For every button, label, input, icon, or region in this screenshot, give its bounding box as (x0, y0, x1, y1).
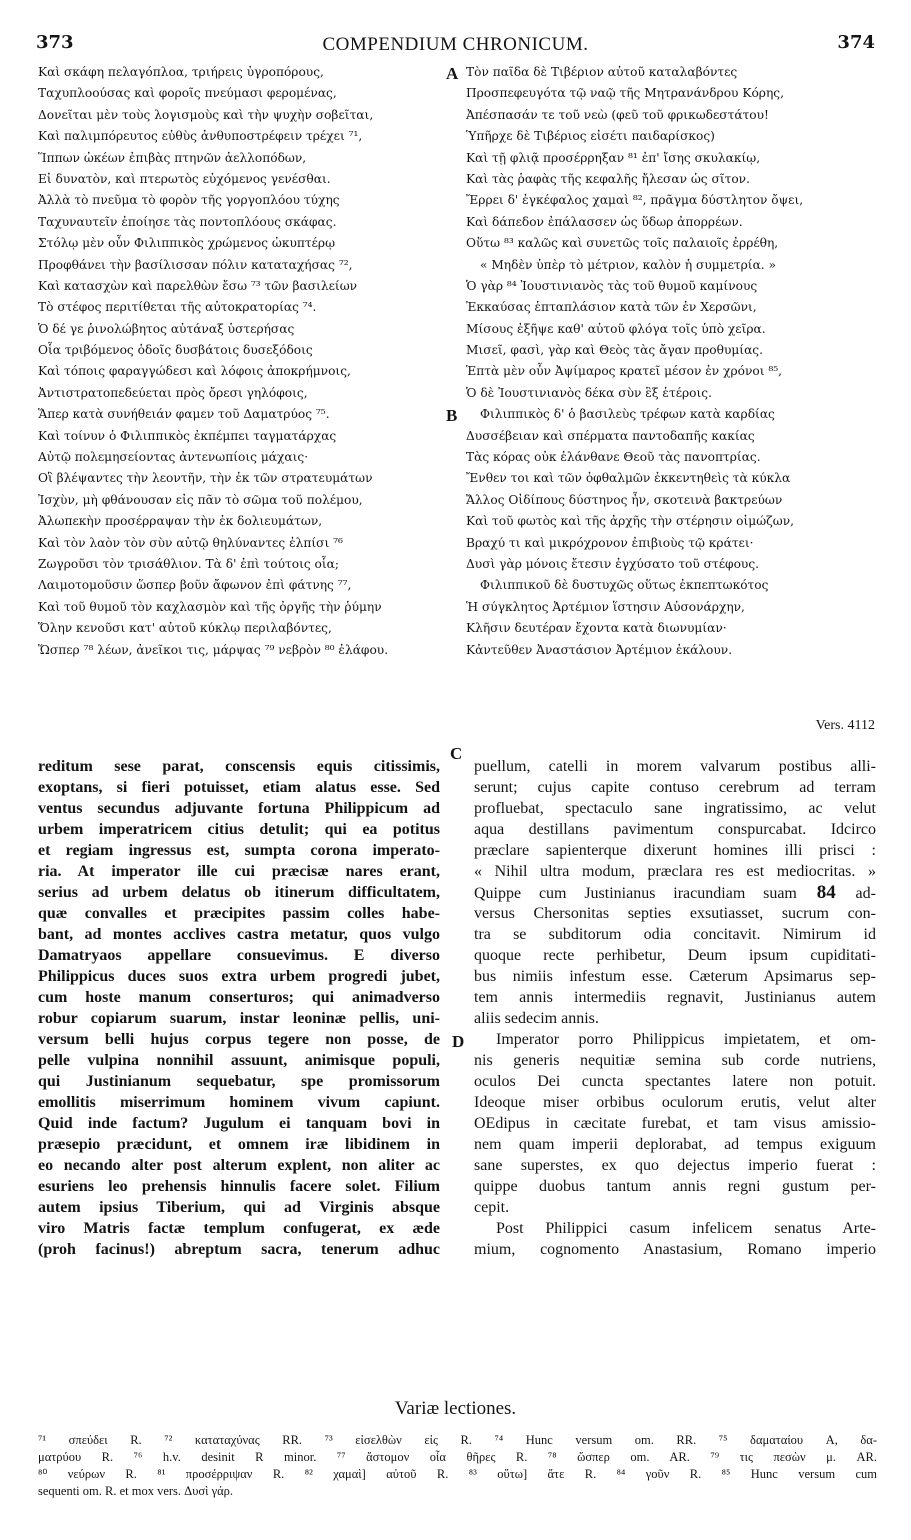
verse-line: Καὶ τοῦ θυμοῦ τὸν καχλασμὸν καὶ τῆς ὀργῆς τὴν ῥύμην (38, 599, 382, 614)
prose-line: quippe duobus tantum annis regni gustum per- (474, 1178, 876, 1195)
verse-line: Ταχυπλοούσας καὶ φοροῖς πνεύμασι φερομένας, (38, 86, 337, 101)
prose-line: esuriens leo prehensis hinnulis facere solet. Filium (38, 1178, 440, 1195)
verse-line: Λαιμοτομοῦσιν ὥσπερ βοῦν ἄφωνον ἐπὶ φάτνης ⁷⁷, (38, 578, 352, 593)
verse-line: Ἔνθεν τοι καὶ τῶν ὀφθαλμῶν ἐκκεντηθεὶς τὰ κύκλα (466, 471, 791, 486)
prose-line: præclare sapienterque dixerunt homines illi prisci : (474, 842, 876, 859)
verse-line: Βραχύ τι καὶ μικρόχρονον ἐπιβιοὺς τῷ κράτει· (466, 535, 754, 550)
prose-line: emollitis miserrimum hominem vivum capiunt. (38, 1094, 440, 1111)
verse-line: Ἑπτὰ μὲν οὖν Ἀψίμαρος κρατεῖ μέσον ἐν χρόνοι ⁸⁵, (466, 364, 783, 379)
prose-line: nem quam imperii deplorabat, ad tempus exiguum (474, 1136, 876, 1153)
prose-line: Ideoque miser orbibus oculorum erutis, velut alter (474, 1094, 876, 1111)
prose-line: quæ convalles et præcipites passim colles habe- (38, 905, 440, 922)
prose-line: Post Philippici casum infelicem senatus Arte- (496, 1220, 876, 1237)
verse-line: Ὁ γὰρ ⁸⁴ Ἰουστινιανὸς τὰς τοῦ θυμοῦ καμίνους (466, 278, 758, 293)
prose-line: OEdipus in cæcitate furebat, et tam visus amissio- (474, 1115, 876, 1132)
page-number-right: 374 (837, 32, 875, 53)
prose-line: Quippe cum Justinianus iracundiam suam 84 ad- (474, 882, 876, 903)
verse-line: Αὐτῷ πολεμησείοντας ἀντενωπίοις μάχαις· (38, 450, 309, 465)
verse-line: Ὑπῆρχε δὲ Τιβέριος εἰσέτι παιδαρίσκος) (466, 129, 715, 144)
verse-line: Τὸ στέφος περιτίθεται τῆς αὐτοκρατορίας ⁷⁴. (38, 300, 317, 315)
prose-line: reditum sese parat, conscensis equis citissimis, (38, 758, 440, 775)
verse-line: Καὶ τὰς ῥαφὰς τῆς κεφαλῆς ἤλεσαν ὡς σῖτον. (466, 171, 750, 186)
greek-verse-column-left (38, 62, 438, 661)
prose-line: versus Chersonitas septies exsutiasset, sucrum con- (474, 905, 876, 922)
verse-line: Ὅλην κενοῦσι κατ' αὐτοῦ κύκλῳ περιλαβόντες, (38, 621, 332, 636)
verse-line: Ζωγροῦσι τὸν τρισάθλιον. Τὰ δ' ἐπὶ τούτοις οἷα; (38, 556, 340, 571)
verse-line: Προφθάνει τὴν βασίλισσαν πόλιν καταταχήσας ⁷², (38, 257, 353, 272)
prose-line: Philippicus duces suos extra urbem progredi jubet, (38, 968, 440, 985)
verse-line: Ἰσχὺν, μὴ φθάνουσαν εἰς πᾶν τὸ σῶμα τοῦ πολέμου, (38, 492, 363, 507)
verse-line: Μισεῖ, φασὶ, γὰρ καὶ Θεὸς τὰς ἄγαν προθυμίας. (466, 343, 764, 358)
verse-line: Καὶ σκάφη πελαγόπλοα, τριήρεις ὑγροπόρους, (38, 65, 324, 79)
prose-line: ventus secundus adjuvante fortuna Philippicum ad (38, 800, 440, 817)
column-number-badge: 84 (816, 882, 836, 903)
verse-line: Ἅπερ κατὰ συνήθειάν φαμεν τοῦ Δαματρύος ⁷⁵. (38, 407, 330, 422)
variant-note-line: ματρύου R. ⁷⁶ h.v. desinit R minor. ⁷⁷ ἄστομον οἷα θῆρες R. ⁷⁸ ὥσπερ om. AR. ⁷⁹ τις πεσὼν μ. AR. (38, 1450, 877, 1464)
prose-line: eo necando alter post alterum explent, non aliter ac (38, 1157, 440, 1174)
verse-line: Φιλιππικοῦ δὲ δυστυχῶς οὕτως ἐκπεπτωκότος (480, 578, 769, 593)
verse-line: Καὶ παλιμπόρευτος εὐθὺς ἀνθυποστρέφειν τρέχει ⁷¹, (38, 129, 363, 144)
variant-note-line: ⁸⁰ νεύρων R. ⁸¹ προσέρριψαν R. ⁸² χαμαὶ] αὐτοῦ R. ⁸³ οὕτω] ἄτε R. ⁸⁴ γοῦν R. ⁸⁵ Hunc versum cum (38, 1467, 877, 1481)
prose-line: et regiam ingressus est, sumpta corona imperato- (38, 842, 440, 859)
prose-line: Damatryaos appellare consuevimus. E diverso (38, 947, 440, 964)
margin-letter-c: C (450, 744, 463, 763)
verse-line: Οἳ βλέψαντες τὴν λεοντῆν, τὴν ἐκ τῶν στρατευμάτων (38, 471, 373, 486)
verse-line: Δυσσέβειαν καὶ σπέρματα παντοδαπῆς κακίας (466, 428, 755, 443)
prose-line: viro Matris factæ templum confugerat, ex æde (38, 1220, 440, 1237)
verse-line: Ὁ δέ γε ῥινολώβητος αὐτάναξ ὑστερήσας (38, 321, 295, 336)
margin-letter-a: A (446, 64, 459, 83)
variant-note-line: ⁷¹ σπεύδει R. ⁷² καταταχύνας RR. ⁷³ εἰσελθὼν εἰς R. ⁷⁴ Hunc versum om. RR. ⁷⁵ δαματαίου A, δα- (38, 1433, 877, 1447)
latin-translation-column-right (474, 756, 876, 1260)
verse-line: Ἀλωπεκὴν προσέρραψαν τὴν ἐκ δολιευμάτων, (38, 514, 323, 529)
verse-line: Οὕτω ⁸³ καλῶς καὶ συνετῶς τοῖς παλαιοῖς ἐρρέθη, (466, 236, 779, 251)
verse-line: Καὶ τῇ φλιᾷ προσέρρηξαν ⁸¹ ἐπ' ἴσης σκυλακίῳ, (466, 150, 761, 165)
verse-line: Ἀντιστρατοπεδεύεται πρὸς ὄρεσι γηλόφοις, (38, 385, 308, 400)
verse-line: Στόλῳ μὲν οὖν Φιλιππικὸς χρώμενος ὠκυπτέρῳ (38, 236, 336, 251)
page-number-left: 373 (36, 32, 74, 53)
verse-line: Ἔρρει δ' ἐγκέφαλος χαμαὶ ⁸², πρᾶγμα δύστλητον ὄψει, (466, 193, 804, 208)
verse-line: Καὶ κατασχὼν καὶ παρελθὼν ἔσω ⁷³ τῶν βασιλείων (38, 278, 358, 293)
prose-line: autem ipsius Tiberium, qui ad Virginis absque (38, 1199, 440, 1216)
variant-readings-notes (38, 1432, 877, 1500)
verse-line: Ἵππων ὠκέων ἐπιβὰς πτηνῶν ἀελλοπόδων, (38, 150, 307, 165)
variae-lectiones-heading: Variæ lectiones. (394, 1398, 517, 1419)
verse-line: Μίσους ἐξῆψε καθ' αὐτοῦ φλόγα τοῖς ὑπὸ χεῖρα. (466, 321, 766, 336)
verse-line: Εἰ δυνατὸν, καὶ πτερωτὸς εὐχόμενος γενέσθαι. (38, 171, 331, 186)
verse-line: Δονεῖται μὲν τοὺς λογισμοὺς καὶ τὴν ψυχὴν σοβεῖται, (38, 107, 374, 122)
verse-line: Ἐκκαύσας ἑπταπλάσιον κατὰ τῶν ἐν Χερσῶνι, (466, 300, 757, 315)
verse-line: Ἀλλὰ τὸ πνεῦμα τὸ φορὸν τῆς γοργοπλόου τύχης (38, 193, 340, 208)
prose-line: exoptans, si fieri potuisset, etiam alatus esse. Sed (38, 779, 440, 796)
verse-line: Κἀντεῦθεν Ἀναστάσιον Ἀρτέμιον ἐκάλουν. (466, 642, 733, 657)
margin-letter-d: D (452, 1032, 465, 1051)
prose-line: sane superstes, ex quo dejectus imperio fuerat : (474, 1157, 876, 1174)
verse-line: Τὰς κόρας οὐκ ἐλάνθανε Θεοῦ τὰς πανοπτρίας. (466, 450, 761, 465)
verse-line: Ταχυναυτεῖν ἐποίησε τὰς ποντοπλόους σκάφας. (38, 214, 337, 229)
verse-line: Καὶ τοίνυν ὁ Φιλιππικὸς ἐκπέμπει ταγματάρχας (38, 428, 337, 443)
verse-line: Καὶ τοῦ φωτὸς καὶ τῆς ἀρχῆς τὴν στέρησιν οἰμώζων, (466, 514, 794, 529)
prose-line: oculos Dei cuncta spectantes latere non potuit. (474, 1073, 876, 1090)
latin-translation-column-left (38, 756, 440, 1260)
verse-line: Δυσὶ γὰρ μόνοις ἔτεσιν ἐγχύσατο τοῦ στέφους. (466, 556, 760, 571)
prose-line: qui Justinianum sequebatur, spe promissorum (38, 1073, 440, 1090)
prose-line: profluebat, spectaculo sane ingratissimo, ac velut (474, 800, 876, 817)
prose-line: Imperator porro Philippicus impietatem, et om- (496, 1031, 876, 1048)
prose-line: « Nihil ultra modum, præclara res est mediocritas. » (474, 863, 876, 880)
prose-line: quoque recte perhibetur, Deum ipsum cupiditati- (474, 947, 876, 964)
prose-line: præsepio præcidunt, et omnem iræ libidinem in (38, 1136, 440, 1153)
verse-line: Καὶ δάπεδον ἐπάλασσεν ὡς ὕδωρ ἀπορρέων. (466, 214, 743, 229)
prose-line: (proh facinus!) abreptum sacra, tenerum adhuc (38, 1241, 440, 1258)
prose-line: tem annis intermediis regnavit, Justinianus autem (474, 989, 876, 1006)
prose-line: ria. At imperator ille cui præcisæ nares erant, (38, 863, 440, 880)
verse-line: Τὸν παῖδα δὲ Τιβέριον αὐτοῦ καταλαβόντες (466, 65, 738, 79)
verse-line: Προσπεφευγότα τῷ ναῷ τῆς Μητρανάνδρου Κόρης, (466, 86, 784, 101)
prose-line: versum belli hujus corpus tegere non posse, de (38, 1031, 440, 1048)
prose-line: Quid inde factum? Jugulum ei tanquam bovi in (38, 1115, 440, 1132)
verse-line: Καὶ τόποις φαραγγώδεσι καὶ λόφοις ἀποκρήμνοις, (38, 364, 351, 379)
verse-line: Κλῆσιν δευτέραν ἔχοντα κατὰ διωνυμίαν· (466, 621, 727, 636)
prose-line: cum hoste manum conserturos; qui animadverso (38, 989, 440, 1006)
prose-line: urbem imperatricem citius detulit; qui ea potitus (38, 821, 440, 838)
prose-line: aliis sedecim annis. (474, 1010, 599, 1027)
verse-line: Ὁ δὲ Ἰουστινιανὸς δέκα σὺν ἓξ ἑτέροις. (466, 385, 712, 400)
margin-letter-b: B (446, 406, 458, 425)
prose-line: serunt; cujus capite contuso cerebrum ad terram (474, 779, 876, 796)
verse-line: Ὥσπερ ⁷⁸ λέων, ἀνεῖκοι τις, μάρψας ⁷⁹ νεβρὸν ⁸⁰ ἐλάφου. (38, 642, 389, 657)
page-title: COMPENDIUM CHRONICUM. (322, 34, 589, 55)
prose-line: mium, cognomento Anastasium, Romano imperio (474, 1241, 876, 1258)
verse-line: Ἀπέσπασάν τε τοῦ νεὼ (φεῦ τοῦ φρικωδεστάτου! (466, 107, 769, 122)
verse-line: Καὶ τὸν λαὸν τὸν σὺν αὐτῷ θηλύναντες ἐλπίσι ⁷⁶ (38, 535, 343, 550)
prose-line: bant, ad montes acclives castra metatur, quos vulgo (38, 926, 440, 943)
verse-line: « Μηδὲν ὑπὲρ τὸ μέτριον, καλὸν ἡ συμμετρία. » (480, 257, 777, 272)
prose-line: cepit. (474, 1199, 510, 1216)
prose-line: tra se subditorum odia concitavit. Nimirum id (474, 926, 876, 943)
prose-line: puellum, catelli in morem valvarum postibus alli- (474, 758, 876, 775)
variant-note-line: sequenti om. R. et mox vers. Δυσὶ γάρ. (38, 1484, 234, 1498)
verse-number-label: Vers. 4112 (815, 718, 875, 733)
verse-line: Ἡ σύγκλητος Ἀρτέμιον ἵστησιν Αὐσονάρχην, (466, 599, 745, 614)
prose-line: pelle vulpina nonnihil assuunt, animisque populi, (38, 1052, 440, 1069)
prose-line: nis generis nequitiæ semina sub corde nutriens, (474, 1052, 876, 1069)
prose-line: aqua destillans pavimentum conspurcabat. Idcirco (474, 821, 876, 838)
prose-line: robur copiarum suarum, instar leoninæ pellis, uni- (38, 1010, 440, 1027)
prose-line: serius ad urbem delatus ob itinerum difficultatem, (38, 884, 440, 901)
prose-line: bus nimiis infestum esse. Cæterum Apsimarus sep- (474, 968, 876, 985)
verse-line: Φιλιππικὸς δ' ὁ βασιλεὺς τρέφων κατὰ καρδίας (480, 407, 775, 422)
verse-line: Οἷα τριβόμενος ὁδοῖς δυσβάτοις δυσεξόδοις (38, 343, 313, 358)
running-header (36, 32, 875, 58)
greek-verse-column-right (466, 62, 878, 661)
verse-line: Ἄλλος Οἰδίπους δύστηνος ἦν, σκοτεινὰ βακτρεύων (466, 492, 783, 507)
